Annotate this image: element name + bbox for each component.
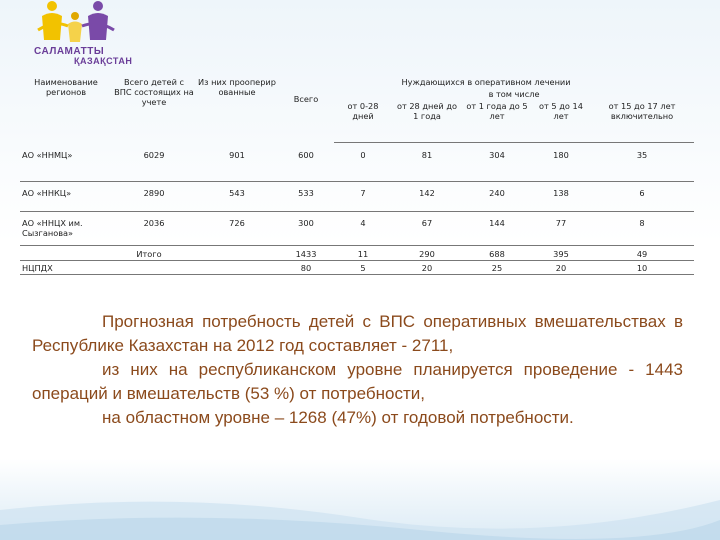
row-registered: 2036 — [112, 211, 196, 245]
row-age1: 4 — [334, 211, 392, 245]
header-age-5-14-years: от 5 до 14 лет — [532, 100, 590, 143]
header-age-0-28-days: от 0-28 дней — [334, 100, 392, 143]
row-total: 600 — [278, 143, 334, 182]
itogo-age1: 11 — [334, 245, 392, 260]
header-total: Всего — [293, 94, 319, 104]
itogo-age2: 290 — [392, 245, 462, 260]
row-operated: 726 — [196, 211, 278, 245]
header-age-15-17-years: от 15 до 17 лет включительно — [590, 100, 694, 143]
summary-paragraph-1: Прогнозная потребность детей с ВПС оперативных вмешательствах в Республике Казахстан на 2012 год составляет - 2711, — [32, 312, 683, 355]
row-region: АО «ННМЦ» — [20, 143, 112, 182]
table-row — [20, 181, 694, 211]
itogo-age4: 395 — [532, 245, 590, 260]
row-age4: 138 — [532, 181, 590, 211]
header-including: в том числе — [488, 89, 540, 99]
decorative-wave — [0, 480, 720, 540]
itogo-row — [20, 245, 694, 260]
header-total-registered: Всего детей с ВПС состоящих на учете — [114, 77, 194, 107]
family-figures-icon — [34, 0, 118, 44]
itogo-age3: 688 — [462, 245, 532, 260]
row-total: 300 — [278, 211, 334, 245]
ncpdh-age3: 25 — [462, 260, 532, 274]
row-total: 533 — [278, 181, 334, 211]
header-needing: Нуждающихся в оперативном лечении — [401, 77, 571, 87]
row-age2: 81 — [392, 143, 462, 182]
row-age3: 144 — [462, 211, 532, 245]
row-age1: 0 — [334, 143, 392, 182]
itogo-age5: 49 — [590, 245, 694, 260]
row-age5: 8 — [590, 211, 694, 245]
ncpdh-age2: 20 — [392, 260, 462, 274]
itogo-total: 1433 — [278, 245, 334, 260]
row-age5: 6 — [590, 181, 694, 211]
row-age1: 7 — [334, 181, 392, 211]
header-age-1-5-years: от 1 года до 5 лет — [462, 100, 532, 143]
ncpdh-age1: 5 — [334, 260, 392, 274]
summary-paragraph-3: на областном уровне – 1268 (47%) от годовой потребности. — [102, 408, 574, 427]
row-age5: 35 — [590, 143, 694, 182]
logo-text-line2: ҚАЗАҚСТАН — [74, 56, 133, 66]
row-age3: 304 — [462, 143, 532, 182]
row-registered: 6029 — [112, 143, 196, 182]
header-region: Наименование регионов — [34, 77, 98, 97]
row-region: АО «ННКЦ» — [20, 181, 112, 211]
row-age2: 142 — [392, 181, 462, 211]
ncpdh-total: 80 — [278, 260, 334, 274]
table-row — [20, 211, 694, 245]
row-age4: 180 — [532, 143, 590, 182]
row-region: АО «ННЦХ им. Сызганова» — [20, 211, 112, 245]
logo-text-line1: САЛАМАТТЫ — [34, 46, 105, 57]
row-operated: 543 — [196, 181, 278, 211]
ncpdh-age5: 10 — [590, 260, 694, 274]
row-registered: 2890 — [112, 181, 196, 211]
ncpdh-age4: 20 — [532, 260, 590, 274]
header-operated: Из них прооперир ованные — [198, 77, 276, 97]
itogo-label: Итого — [20, 245, 278, 260]
header-age-28-days-1-year: от 28 дней до 1 года — [392, 100, 462, 143]
table-row — [20, 143, 694, 182]
row-age4: 77 — [532, 211, 590, 245]
regions-table — [20, 76, 694, 275]
row-operated: 901 — [196, 143, 278, 182]
summary-text — [32, 310, 683, 430]
row-age2: 67 — [392, 211, 462, 245]
ncpdh-label: НЦПДХ — [20, 260, 278, 274]
ncpdh-row — [20, 260, 694, 274]
row-age3: 240 — [462, 181, 532, 211]
summary-paragraph-2: из них на республиканском уровне планируется проведение - 1443 операций и вмешательств (53 %) от потребности, — [32, 360, 683, 403]
logo — [22, 0, 132, 70]
